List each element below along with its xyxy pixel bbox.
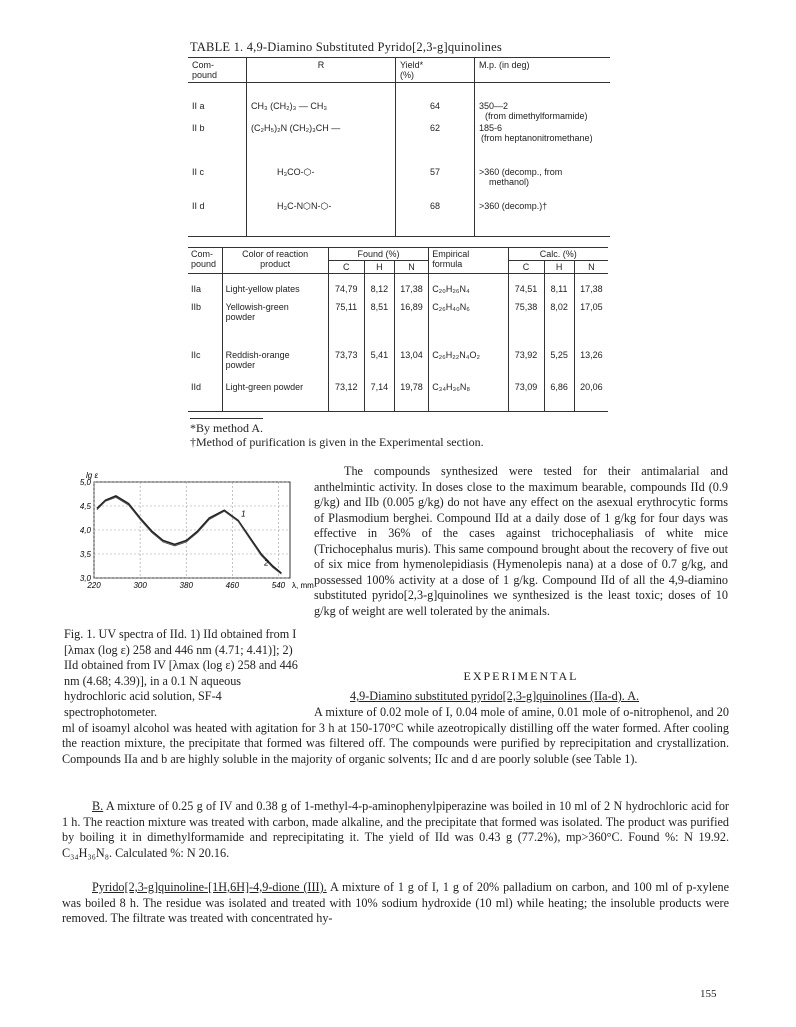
t1-header-mp: M.p. (in deg): [475, 58, 611, 83]
t2-found-h: 7,14: [364, 380, 394, 412]
t2-formula: C₂₀H₂₆N₄: [429, 274, 508, 300]
y-tick-label: 3,5: [79, 550, 91, 559]
t2-compound: IId: [188, 380, 222, 412]
t1-yield: 57: [396, 167, 475, 201]
t1-mp-note: (from heptanonitromethane): [481, 132, 593, 143]
experimental-heading: EXPERIMENTAL: [463, 669, 579, 683]
t2-calc-h: 6,86: [544, 380, 574, 412]
method-b-paragraph: [62, 799, 729, 861]
t1-mp-note: (from dimethylformamide): [485, 110, 588, 121]
t2-calc-n: 17,38: [574, 274, 608, 300]
method-b-label: B.: [92, 799, 104, 813]
t2-found-h: 8,12: [364, 274, 394, 300]
t2-calc-h: 5,25: [544, 348, 574, 380]
table2: [188, 247, 608, 412]
t2-calc-h: 8,02: [544, 300, 574, 348]
t2-compound: IIb: [191, 301, 202, 312]
t2-header-c: C: [508, 261, 544, 274]
method-b-text: A mixture of 0.25 g of IV and 0.38 g of 1-methyl-4-p-aminophenylpiperazine was boiled in 10 ml of 2 N hydrochloric acid for 1 h. The reaction mixture was treated with carbon, made alkaline, and the precipitate that formed was isolated. The product was purified by boiling it in dimethylformamide and reprecipitating it. The yield of IId was 0.43 g (77.2%), mp>360°C. Found %: N 19.92. C₃₄H₃₆N₈. Calculated %: N 20.16.: [62, 799, 729, 860]
t2-color: Light-green powder: [222, 380, 328, 412]
t1-r: H₃C-N⬡N-⬡-: [247, 201, 396, 237]
table1-title: TABLE 1. 4,9-Diamino Substituted Pyrido[2,3-g]quinolines: [190, 40, 502, 54]
y-axis-label: lg ε: [86, 471, 98, 480]
t2-header-h: H: [544, 261, 574, 274]
t1-r: (C₂H₅)₂N (CH₂)₃CH —: [247, 123, 396, 167]
page-number: 155: [700, 988, 717, 1000]
t2-found-h: 8,51: [364, 300, 394, 348]
x-tick-label: 220: [87, 581, 101, 590]
t1-header-r: R: [247, 58, 396, 83]
uv-spectrum-chart: [60, 462, 314, 594]
t2-found-c: 73,73: [328, 348, 364, 380]
t1-mp: >360 (decomp.)†: [479, 200, 548, 211]
t2-color: Light-yellow plates: [222, 274, 328, 300]
t1-yield: 62: [396, 123, 475, 167]
t2-found-c: 75,11: [328, 300, 364, 348]
t2-found-n: 13,04: [394, 348, 428, 380]
y-tick-label: 4,0: [79, 526, 91, 535]
t2-compound: IIc: [191, 349, 201, 360]
t2-header-found: Found (%): [328, 248, 428, 261]
t1-header-yield: Yield* (%): [396, 58, 475, 83]
t2-formula: C₃₄H₃₆N₈: [429, 380, 508, 412]
t2-calc-h: 8,11: [544, 274, 574, 300]
method-a-paragraph: A mixture of 0.02 mole of I, 0.04 mole of amine, 0.01 mole of o-nitrophenol, and 20 ml of isoamyl alcohol was heated with agitation for 3 h at 150-170°C while azeotropically distilling off the water formed. After cooling the reaction mixture, the precipitate that formed was filtered off. The compounds were purified by reprecipitation and crystallization. Compounds IIa and b are highly soluble in the majority of organic solvents; IIc and d are poorly soluble (see Table 1).: [62, 705, 729, 766]
table1: [188, 57, 610, 237]
t2-calc-n: 17,05: [574, 300, 608, 348]
t2-calc-c: 73,09: [508, 380, 544, 412]
t2-header-c: C: [328, 261, 364, 274]
t1-mp: 185-6: [479, 122, 503, 133]
t2-calc-c: 74,51: [508, 274, 544, 300]
t1-compound: II a: [192, 100, 205, 111]
t2-found-n: 17,38: [394, 274, 428, 300]
compound-iii-title: Pyrido[2,3-g]quinoline-[1H,6H]-4,9-dione (III).: [92, 880, 327, 894]
t1-r: H₃CO-⬡-: [247, 167, 396, 201]
t2-header-n: N: [574, 261, 608, 274]
t2-found-h: 5,41: [364, 348, 394, 380]
x-tick-label: 460: [225, 581, 240, 590]
t1-yield: 68: [396, 201, 475, 237]
footnote-method-a: *By method A.: [190, 418, 263, 436]
results-paragraph: The compounds synthesized were tested for their antimalarial and anthelmintic activity. In doses close to the maximum bearable, compounds IId (0.9 g/kg) and IIb (0.005 g/kg) do not have any effect on the asexual erythrocytic forms of Plasmodium berghei. Compound IId at a daily dose of 1 g/kg for four days was effective in 36% of the cases against trichocephaliasis of white mice (Trichocephalus muris). This same compound brought about the recovery of five out of six mice from hymenolepidiasis (Hymenolepis nana) at a dose of 0.7 g/kg, and possessed 100% activity at a dose of 1 g/kg. Compound IId of all the 4,9-diamino substituted pyrido[2,3-g]quinolines we synthesized is the least toxic; doses of 10 g/kg of weight are well tolerated by the animals.: [314, 464, 728, 618]
series-line-2: [97, 497, 281, 574]
y-tick-label: 3,0: [79, 574, 91, 583]
t2-header-h: H: [364, 261, 394, 274]
t2-formula: C₂₆H₂₂N₄O₂: [429, 348, 508, 380]
series-line-1: [97, 496, 281, 573]
t2-found-c: 73,12: [328, 380, 364, 412]
t2-compound: IIa: [191, 284, 202, 294]
t2-color: Reddish-orange powder: [222, 348, 328, 380]
t2-calc-c: 73,92: [508, 348, 544, 380]
x-tick-label: 540: [271, 581, 286, 590]
t1-mp: 350—2: [479, 100, 509, 111]
t2-found-n: 19,78: [394, 380, 428, 412]
t1-mp: >360 (decomp., from: [479, 166, 563, 177]
series-label: 1: [241, 509, 246, 519]
x-tick-label: 380: [179, 581, 193, 590]
t2-calc-n: 13,26: [574, 348, 608, 380]
t1-compound: II c: [192, 166, 205, 177]
t1-mp-note: methanol): [489, 176, 530, 187]
t1-compound: II d: [188, 201, 247, 237]
t2-formula: C₂₆H₄₀N₆: [429, 300, 508, 348]
t1-r: CH₃ (CH₂)₃ — CH₃: [247, 101, 396, 123]
x-axis-unit: λ, mm: [292, 581, 314, 590]
t1-compound: II b: [192, 122, 205, 133]
x-tick-label: 300: [133, 581, 147, 590]
y-tick-label: 5,0: [79, 478, 91, 487]
t2-found-c: 74,79: [328, 274, 364, 300]
t2-calc-c: 75,38: [508, 300, 544, 348]
t2-header-n: N: [394, 261, 428, 274]
t2-header-compound: Com- pound: [188, 248, 222, 274]
footnote-purification: †Method of purification is given in the Experimental section.: [190, 435, 484, 449]
t1-header-compound: Com- pound: [188, 58, 247, 83]
t2-color: Yellowish-green powder: [222, 300, 328, 348]
t2-header-formula: Empirical formula: [429, 248, 508, 274]
figure-caption: Fig. 1. UV spectra of IId. 1) IId obtained from I [λmax (log ε) 258 and 446 nm (4.71; 4.41)]; 2) IId obtained from IV [λmax (log ε) 258 and 446 nm (4.68; 4.39)], in a 0.1 N aqueous hydrochloric acid solution, SF-4 spectrophotometer.: [64, 627, 298, 719]
method-a-title: 4,9-Diamino substituted pyrido[2,3-g]quinolines (IIa-d). A.: [350, 689, 640, 703]
t2-header-calc: Calc. (%): [508, 248, 608, 261]
series-label: 2: [264, 558, 269, 568]
compound-iii-paragraph: [62, 880, 729, 927]
t2-found-n: 16,89: [394, 300, 428, 348]
t2-calc-n: 20,06: [574, 380, 608, 412]
t1-yield: 64: [396, 101, 475, 123]
t2-header-color: Color of reaction product: [222, 248, 328, 274]
y-tick-label: 4,5: [79, 502, 91, 511]
method-a-title-line: [314, 689, 728, 705]
compound-iii-text: A mixture of 1 g of I, 1 g of 20% palladium on carbon, and 100 ml of p-xylene was boiled 8 h. The residue was isolated and treated with 10% sodium hydroxide (10 ml) while heating; the insoluble products were removed. The filtrate was treated with concentrated hy-: [62, 880, 730, 925]
